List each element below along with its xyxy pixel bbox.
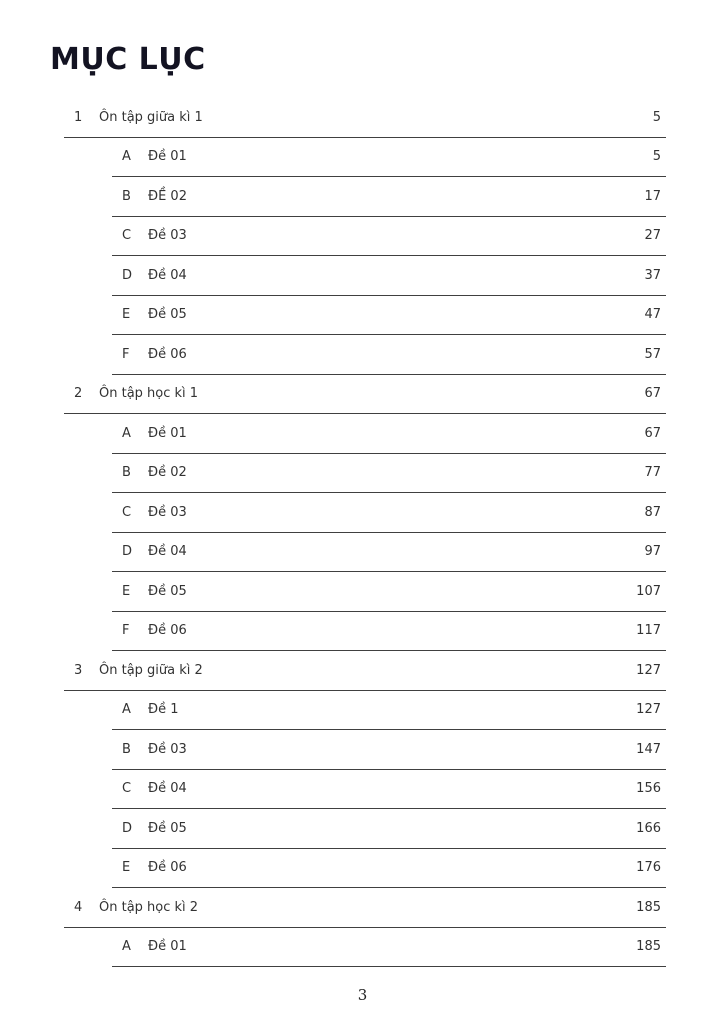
item-title: Đề 05: [148, 583, 187, 599]
page-ref: 185: [636, 939, 661, 955]
page-ref: 57: [644, 346, 661, 362]
section-title: Ôn tập học kì 1: [99, 386, 199, 402]
item-title: Đề 05: [148, 307, 187, 323]
item-title: Đề 03: [148, 741, 187, 757]
page-ref: 127: [636, 662, 661, 678]
item-title: Đề 06: [148, 860, 187, 876]
item-letter: A: [122, 939, 131, 955]
section-title: Ôn tập học kì 2: [99, 899, 199, 915]
toc-item-2-D[interactable]: [112, 533, 666, 573]
page-ref: 37: [644, 267, 661, 283]
toc-item-1-F[interactable]: [112, 335, 666, 375]
toc-item-1-E[interactable]: [112, 296, 666, 336]
page-ref: 97: [644, 544, 661, 560]
page-ref: 5: [652, 149, 661, 165]
toc-item-4-A[interactable]: [112, 928, 666, 968]
page-ref: 47: [644, 307, 661, 323]
item-title: Đề 1: [148, 702, 179, 718]
item-letter: B: [122, 188, 131, 204]
item-title: Đề 01: [148, 425, 187, 441]
page-ref: 185: [636, 899, 661, 915]
item-title: Đề 03: [148, 504, 187, 520]
section-number: 4: [74, 899, 83, 915]
item-letter: D: [122, 544, 133, 560]
section-title: Ôn tập giữa kì 1: [99, 109, 203, 125]
toc-item-3-A[interactable]: [112, 691, 666, 731]
toc-item-3-D[interactable]: [112, 809, 666, 849]
item-letter: A: [122, 149, 131, 165]
item-title: Đề 04: [148, 544, 187, 560]
item-title: Đề 01: [148, 149, 187, 165]
toc-item-3-C[interactable]: [112, 770, 666, 810]
toc-item-2-B[interactable]: [112, 454, 666, 494]
page-title: MỤC LỤC: [50, 42, 206, 77]
section-number: 2: [74, 386, 83, 402]
item-title: ĐỀ 02: [148, 188, 187, 204]
page-ref: 127: [636, 702, 661, 718]
toc-section-4[interactable]: [64, 888, 666, 928]
item-letter: E: [122, 583, 131, 599]
toc-item-3-B[interactable]: [112, 730, 666, 770]
item-letter: E: [122, 860, 131, 876]
page-ref: 166: [636, 820, 661, 836]
section-number: 3: [74, 662, 83, 678]
item-letter: D: [122, 820, 133, 836]
page-ref: 156: [636, 781, 661, 797]
page-ref: 17: [644, 188, 661, 204]
section-number: 1: [74, 109, 83, 125]
page-ref: 77: [644, 465, 661, 481]
item-title: Đề 04: [148, 781, 187, 797]
page-ref: 87: [644, 504, 661, 520]
toc-list: [0, 98, 725, 967]
toc-section-1[interactable]: [64, 98, 666, 138]
item-letter: A: [122, 425, 131, 441]
toc-item-1-B[interactable]: [112, 177, 666, 217]
toc-item-2-A[interactable]: [112, 414, 666, 454]
item-letter: C: [122, 781, 132, 797]
page-ref: 117: [636, 623, 661, 639]
item-letter: B: [122, 741, 131, 757]
toc-section-2[interactable]: [64, 375, 666, 415]
page-ref: 5: [652, 109, 661, 125]
section-title: Ôn tập giữa kì 2: [99, 662, 203, 678]
item-title: Đề 03: [148, 228, 187, 244]
item-letter: C: [122, 504, 132, 520]
item-title: Đề 05: [148, 820, 187, 836]
item-letter: B: [122, 465, 131, 481]
page-ref: 67: [644, 386, 661, 402]
item-title: Đề 06: [148, 623, 187, 639]
item-letter: C: [122, 228, 132, 244]
toc-section-3[interactable]: [64, 651, 666, 691]
item-letter: A: [122, 702, 131, 718]
toc-item-1-A[interactable]: [112, 138, 666, 178]
item-letter: F: [122, 346, 130, 362]
toc-item-3-E[interactable]: [112, 849, 666, 889]
page-ref: 27: [644, 228, 661, 244]
page-ref: 67: [644, 425, 661, 441]
item-title: Đề 02: [148, 465, 187, 481]
item-letter: F: [122, 623, 130, 639]
toc-item-2-F[interactable]: [112, 612, 666, 652]
toc-item-2-E[interactable]: [112, 572, 666, 612]
toc-item-1-D[interactable]: [112, 256, 666, 296]
item-letter: D: [122, 267, 133, 283]
item-letter: E: [122, 307, 131, 323]
page-ref: 147: [636, 741, 661, 757]
item-title: Đề 01: [148, 939, 187, 955]
toc-item-2-C[interactable]: [112, 493, 666, 533]
toc-item-1-C[interactable]: [112, 217, 666, 257]
item-title: Đề 06: [148, 346, 187, 362]
footer-page-number: 3: [357, 986, 368, 1004]
page-ref: 107: [636, 583, 661, 599]
page-ref: 176: [636, 860, 661, 876]
item-title: Đề 04: [148, 267, 187, 283]
